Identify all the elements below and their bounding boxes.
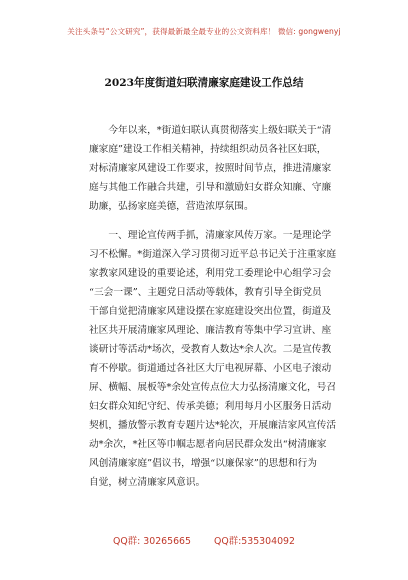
text-line: 今年以来，*街道妇联认真贯彻落实上级妇联关于“清	[89, 125, 332, 136]
qq-group-2: QQ群:535304092	[214, 536, 295, 547]
paragraph-intro	[89, 121, 335, 216]
text-line: 动*余次，*社区等巾帼志愿者向居民群众发出“树清廉家	[89, 439, 327, 450]
text-line: 庭与其他工作融合共建，引导和激励妇女群众知廉、守廉	[89, 182, 332, 193]
text-line: 习不松懈。*街道深入学习贯彻习近平总书记关于注重家庭	[89, 249, 337, 260]
header-banner: 关注头条号“公文研究”，获得最新最全最专业的公文资料库！ 微信: gongwenyj	[67, 27, 341, 36]
paragraph-section-one	[89, 226, 335, 492]
text-line: 风创清廉家庭”倡议书，增强“以廉保家”的思想和行为	[89, 458, 317, 469]
document-title: 2023年度街道妇联清廉家庭建设工作总结	[104, 77, 304, 89]
footer-contact	[0, 533, 408, 547]
text-line: 自觉，树立清廉家风意识。	[89, 477, 206, 488]
qq-group-1: QQ群: 30265665	[113, 536, 191, 547]
text-line: 家教家风建设的重要论述，利用党工委理论中心组学习会	[89, 268, 332, 279]
text-line: 契机，播放警示教育专题片达*轮次，开展廉洁家风宣传活	[89, 420, 337, 431]
text-line: 对标清廉家风建设工作要求，按照时间节点，推进清廉家	[89, 163, 332, 174]
text-line: 社区共开展清廉家风理论、廉洁教育等集中学习宣讲、座	[89, 325, 332, 336]
text-line: 一、理论宣传两手抓，清廉家风传万家。一是理论学	[89, 230, 332, 241]
text-line: 廉家庭”建设工作相关精神，持续组织动员各社区妇联，	[89, 144, 327, 155]
text-line: 助廉，弘扬家庭美德，营造浓厚氛围。	[89, 201, 254, 212]
text-line: 育不停歇。街道通过各社区大厅电视屏幕、小区电子滚动	[89, 363, 332, 374]
text-line: 妇女群众知纪守纪、传承美德；利用每月小区服务日活动	[89, 401, 332, 412]
text-line: “三会一课”、主题党日活动等载体，教育引导全街党员	[89, 287, 322, 298]
text-line: 干部自觉把清廉家风建设摆在家庭建设突出位置，街道及	[89, 306, 332, 317]
text-line: 谈研讨等活动*场次，受教育人数达*余人次。二是宣传教	[89, 344, 332, 355]
text-line: 屏、横幅、展板等*余处宣传点位大力弘扬清廉文化，号召	[89, 382, 337, 393]
